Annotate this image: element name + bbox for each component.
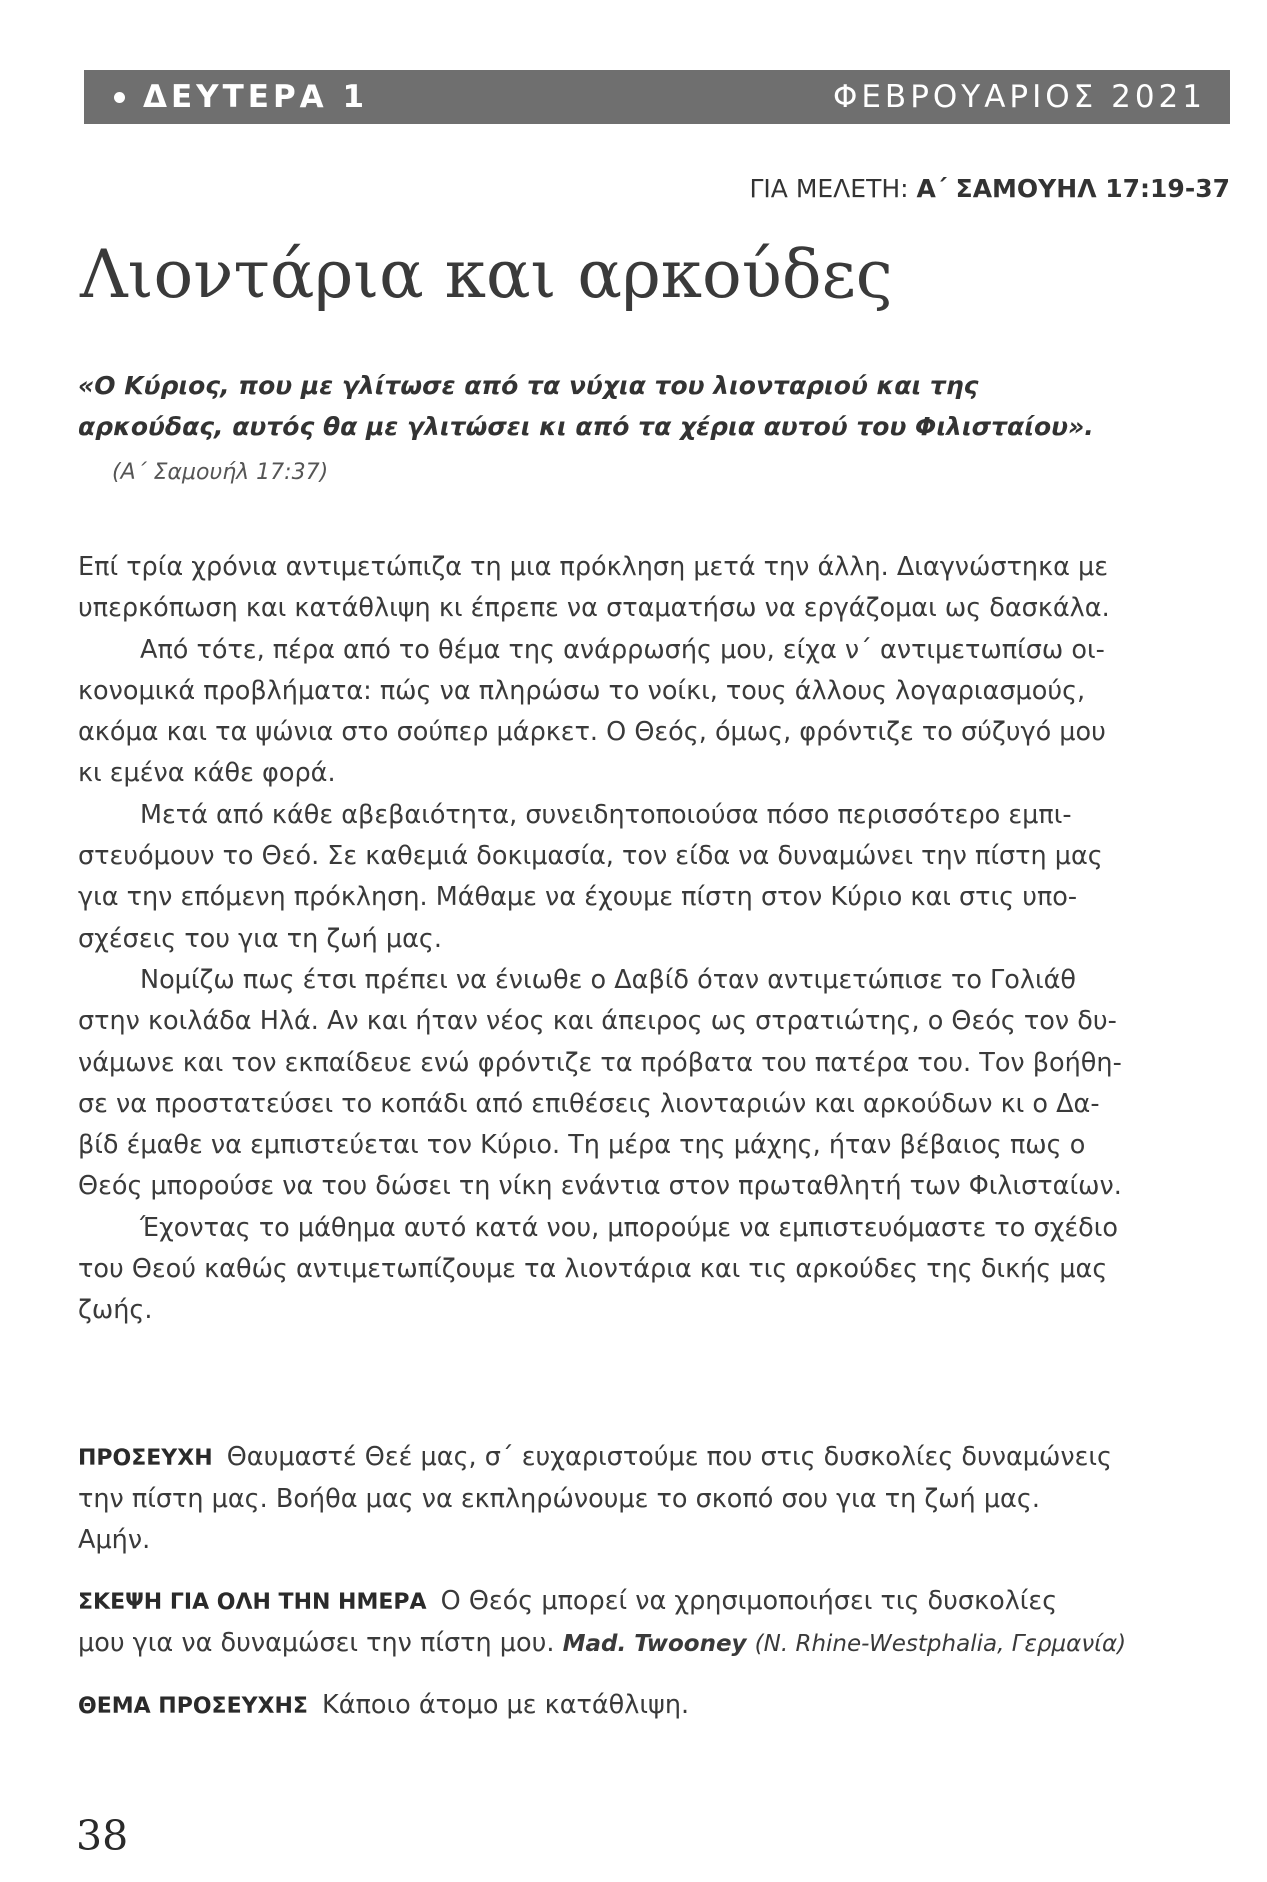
body-line: στευόμουν το Θεό. Σε καθεμιά δοκιμασία, τον είδα να δυναμώνει την πίστη μας bbox=[78, 841, 1103, 872]
thought-text: Ο Θεός μπορεί να χρησιμοποιήσει τις δυσκολίες bbox=[440, 1586, 1058, 1616]
body-line: βίδ έμαθε να εμπιστεύεται τον Κύριο. Τη μέρα της μάχης, ήταν βέβαιος πως ο bbox=[78, 1130, 1086, 1161]
verse-reference: (Α΄ Σαμουήλ 17:37) bbox=[112, 460, 329, 485]
page-number: 38 bbox=[76, 1812, 129, 1860]
study-passage: Α΄ ΣΑΜΟΥΗΛ 17:19-37 bbox=[916, 174, 1230, 203]
body-line: Έχοντας το μάθημα αυτό κατά νου, μπορούμε να εμπιστευόμαστε το σχέδιο bbox=[140, 1212, 1119, 1243]
author-name: Mad. Twooney bbox=[562, 1631, 747, 1657]
prayer-section bbox=[78, 1437, 1238, 1561]
body-line: Θεός μπορούσε να του δώσει τη νίκη ενάντια στον πρωταθλητή των Φιλισταίων. bbox=[78, 1171, 1122, 1202]
prayer-line: την πίστη μας. Βοήθα μας να εκπληρώνουμε το σκοπό σου για τη ζωή μας. bbox=[78, 1484, 1040, 1514]
devotional-body bbox=[78, 547, 1238, 1332]
body-line: στην κοιλάδα Ηλά. Αν και ήταν νέος και άπειρος ως στρατιώτης, ο Θεός τον δυ- bbox=[78, 1006, 1117, 1037]
prayer-line: Αμήν. bbox=[78, 1525, 151, 1555]
body-line: Από τότε, πέρα από το θέμα της ανάρρωσής μου, είχα ν΄ αντιμετωπίσω οι- bbox=[140, 634, 1105, 665]
body-line: του Θεού καθώς αντιμετωπίζουμε τα λιοντάρια και τις αρκούδες της δικής μας bbox=[78, 1254, 1108, 1285]
body-line: σε να προστατεύσει το κοπάδι από επιθέσεις λιονταριών και αρκούδων κι ο Δα- bbox=[78, 1088, 1100, 1119]
prayer-topic-section bbox=[78, 1685, 1238, 1727]
page-title: Λιοντάρια και αρκούδες bbox=[80, 236, 893, 313]
prayer-label: ΠΡΟΣΕΥΧΗ bbox=[78, 1446, 213, 1471]
thought-text: μου για να δυναμώσει την πίστη μου. bbox=[78, 1628, 555, 1658]
body-line: Μετά από κάθε αβεβαιότητα, συνειδητοποιούσα πόσο περισσότερο εμπι- bbox=[140, 799, 1072, 830]
body-line: ζωής. bbox=[78, 1295, 153, 1326]
thought-section bbox=[78, 1581, 1238, 1665]
body-line: ακόμα και τα ψώνια στο σούπερ μάρκετ. Ο Θεός, όμως, φρόντιζε το σύζυγό μου bbox=[78, 717, 1106, 748]
thought-label: ΣΚΕΨΗ ΓΙΑ ΟΛΗ ΤΗΝ ΗΜΕΡΑ bbox=[78, 1590, 427, 1615]
body-line: νάμωνε και τον εκπαίδευε ενώ φρόντιζε τα πρόβατα του πατέρα του. Τον βοήθη- bbox=[78, 1047, 1122, 1078]
header-bar bbox=[84, 70, 1230, 124]
body-line: κονομικά προβλήματα: πώς να πληρώσω το νοίκι, τους άλλους λογαριασμούς, bbox=[78, 675, 1086, 706]
author-location: (N. Rhine-Westphalia, Γερμανία) bbox=[754, 1631, 1127, 1657]
bullet-icon bbox=[114, 92, 125, 103]
study-reference bbox=[749, 174, 1230, 203]
body-line: για την επόμενη πρόκληση. Μάθαμε να έχουμε πίστη στον Κύριο και στις υπο- bbox=[78, 882, 1078, 913]
study-label: ΓΙΑ ΜΕΛΕΤΗ: bbox=[749, 174, 909, 203]
body-line: Επί τρία χρόνια αντιμετώπιζα τη μια πρόκληση μετά την άλλη. Διαγνώστηκα με bbox=[78, 552, 1109, 582]
verse-line: «Ο Κύριος, που με γλίτωσε από τα νύχια του λιονταριού και της bbox=[78, 371, 979, 400]
header-day-group bbox=[114, 79, 368, 115]
key-verse bbox=[78, 365, 1218, 447]
closing-sections bbox=[78, 1437, 1238, 1747]
prayer-topic-text: Κάποιο άτομο με κατάθλιψη. bbox=[322, 1690, 690, 1720]
prayer-line: Θαυμαστέ Θεέ μας, σ΄ ευχαριστούμε που στις δυσκολίες δυναμώνεις bbox=[226, 1442, 1112, 1472]
header-month-year: ΦΕΒΡΟΥΑΡΙΟΣ 2021 bbox=[832, 79, 1206, 115]
verse-line: αρκούδας, αυτός θα με γλιτώσει κι από τα χέρια αυτού του Φιλισταίου». bbox=[78, 412, 1094, 441]
prayer-topic-label: ΘΕΜΑ ΠΡΟΣΕΥΧΗΣ bbox=[78, 1694, 308, 1719]
body-line: κι εμένα κάθε φορά. bbox=[78, 758, 336, 789]
body-line: Νομίζω πως έτσι πρέπει να ένιωθε ο Δαβίδ όταν αντιμετώπισε το Γολιάθ bbox=[140, 964, 1076, 995]
body-line: σχέσεις του για τη ζωή μας. bbox=[78, 923, 442, 954]
body-line: υπερκόπωση και κατάθλιψη κι έπρεπε να σταματήσω να εργάζομαι ως δασκάλα. bbox=[78, 593, 1110, 624]
header-day: ΔΕΥΤΕΡΑ 1 bbox=[143, 79, 369, 115]
